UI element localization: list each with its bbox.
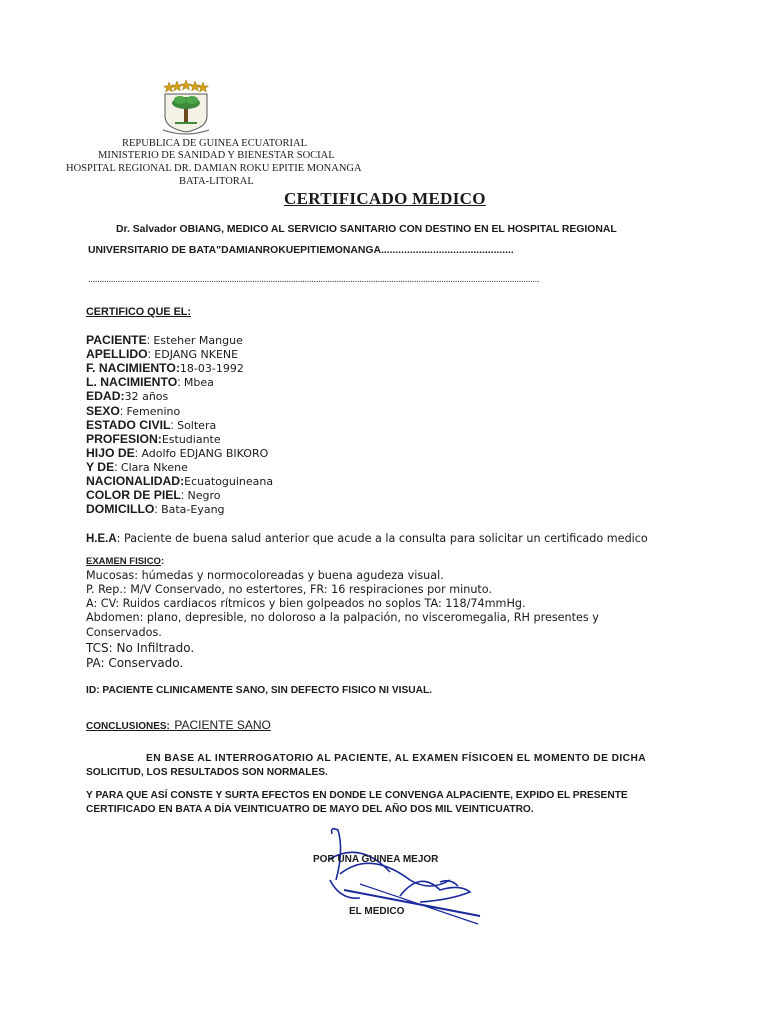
header-republic: REPUBLICA DE GUINEA ECUATORIAL <box>122 138 308 149</box>
header-ministry: MINISTERIO DE SANIDAD Y BIENESTAR SOCIAL <box>98 150 335 161</box>
patient-field-row <box>86 446 268 460</box>
exam-line: P. Rep.: M/V Conservado, no estertores, FR: 16 respiraciones por minuto. <box>86 583 493 596</box>
exam-heading-line <box>86 556 164 567</box>
exam-heading: EXAMEN FISICO <box>86 556 161 567</box>
patient-field-value: Mbea <box>183 376 214 390</box>
exam-line: TCS: No Infiltrado. <box>86 641 195 655</box>
patient-field-row <box>86 474 273 488</box>
conclusions-value: PACIENTE SANO <box>174 718 271 732</box>
patient-field-row <box>86 418 216 432</box>
patient-field-label: HIJO DE <box>86 445 135 460</box>
id-line: ID: PACIENTE CLINICAMENTE SANO, SIN DEFECTO FISICO NI VISUAL. <box>86 685 433 696</box>
patient-field-value: Negro <box>187 489 221 503</box>
patient-field-row <box>86 404 180 418</box>
patient-field-value: Soltera <box>177 418 217 432</box>
patient-field-row <box>86 361 244 375</box>
exam-line: PA: Conservado. <box>86 656 184 670</box>
conclusions-label: CONCLUSIONES: <box>86 721 170 732</box>
exam-heading-colon: : <box>160 556 165 567</box>
patient-field-label: Y DE <box>86 459 115 474</box>
patient-field-label: PACIENTE <box>86 333 147 347</box>
signature-motto: POR UNA GUINEA MEJOR <box>313 854 439 865</box>
header-hospital: HOSPITAL REGIONAL DR. DAMIAN ROKU EPITIE MONANGA <box>66 163 362 174</box>
signature-title: EL MEDICO <box>349 906 405 917</box>
patient-field-separator: : <box>134 445 142 460</box>
patient-field-value: Esteher Mangue <box>153 334 243 347</box>
patient-field-value: 32 años <box>124 390 169 404</box>
base-line-2: SOLICITUD, LOS RESULTADOS SON NORMALES. <box>86 767 328 778</box>
patient-field-value: EDJANG NKENE <box>154 348 239 362</box>
patient-field-separator: : <box>119 403 127 418</box>
patient-field-row <box>86 347 238 361</box>
hea-line <box>86 532 648 545</box>
patient-field-separator: : <box>147 347 155 362</box>
certifico-heading: CERTIFICO QUE EL: <box>86 306 191 318</box>
patient-field-label: COLOR DE PIEL <box>86 488 181 503</box>
patient-field-label: DOMICILLO <box>86 502 155 517</box>
patient-field-value: Estudiante <box>161 432 221 446</box>
exam-line: Conservados. <box>86 626 162 639</box>
patient-field-row <box>86 460 188 474</box>
patient-field-value: Bata-Eyang <box>161 503 225 517</box>
dotted-line: ...................................................................................................................................................................................................... <box>88 274 540 285</box>
patient-field-row <box>86 432 221 446</box>
patient-field-label: L. NACIMIENTO <box>86 375 178 390</box>
patient-field-value: Clara Nkene <box>120 460 188 474</box>
patient-field-separator: : <box>154 502 162 517</box>
patient-field-separator: : <box>114 459 121 474</box>
exam-line: A: CV: Ruidos cardiacos rítmicos y bien golpeados no soplos TA: 118/74mmHg. <box>86 597 526 610</box>
intro-line-2: UNIVERSITARIO DE BATA"DAMIANROKUEPITIEMONANGA.............................................. <box>88 245 514 256</box>
patient-field-label: APELLIDO <box>86 347 148 362</box>
hea-text: : Paciente de buena salud anterior que acude a la consulta para solicitar un certificado medico <box>116 532 648 545</box>
document-title: CERTIFICADO MEDICO <box>284 189 486 208</box>
patient-field-label: ESTADO CIVIL <box>86 417 171 432</box>
patient-field-label: PROFESION: <box>86 431 162 446</box>
patient-field-separator: : <box>180 488 188 503</box>
conclusions-line <box>86 716 271 734</box>
patient-field-row <box>86 375 214 389</box>
exam-line: Abdomen: plano, depresible, no doloroso a la palpación, no visceromegalia, RH presentes y <box>86 611 599 624</box>
patient-field-value: Ecuatoguineana <box>184 475 274 488</box>
closing-line-2: CERTIFICADO EN BATA A DÍA VEINTICUATRO DE MAYO DEL AÑO DOS MIL VEINTICUATRO. <box>86 804 534 815</box>
patient-field-label: NACIONALIDAD: <box>86 474 185 488</box>
patient-field-label: EDAD: <box>86 389 125 404</box>
exam-line: Mucosas: húmedas y normocoloreadas y buena agudeza visual. <box>86 569 444 582</box>
patient-field-separator: : <box>146 333 154 347</box>
patient-field-separator: : <box>170 417 178 432</box>
patient-field-label: SEXO <box>86 403 120 418</box>
patient-field-row <box>86 502 225 516</box>
patient-field-row <box>86 389 168 403</box>
hea-label: H.E.A <box>86 533 117 545</box>
patient-field-value: Adolfo EDJANG BIKORO <box>141 446 269 460</box>
coat-of-arms-emblem <box>155 78 217 136</box>
patient-field-value: Femenino <box>126 404 181 418</box>
closing-line-1: Y PARA QUE ASÍ CONSTE Y SURTA EFECTOS EN DONDE LE CONVENGA ALPACIENTE, EXPIDO EL PRESENTE <box>86 790 628 801</box>
base-line-1: EN BASE AL INTERROGATORIO AL PACIENTE, AL EXAMEN FÍSICOEN EL MOMENTO DE DICHA <box>146 753 647 764</box>
patient-field-separator: : <box>177 375 184 390</box>
patient-field-value: 18-03-1992 <box>179 362 244 376</box>
header-location: BATA-LITORAL <box>179 176 254 187</box>
patient-field-label: F. NACIMIENTO: <box>86 361 180 376</box>
intro-line-1: Dr. Salvador OBIANG, MEDICO AL SERVICIO SANITARIO CON DESTINO EN EL HOSPITAL REGIONAL <box>116 224 617 235</box>
patient-field-row <box>86 333 243 347</box>
patient-field-row <box>86 488 220 502</box>
